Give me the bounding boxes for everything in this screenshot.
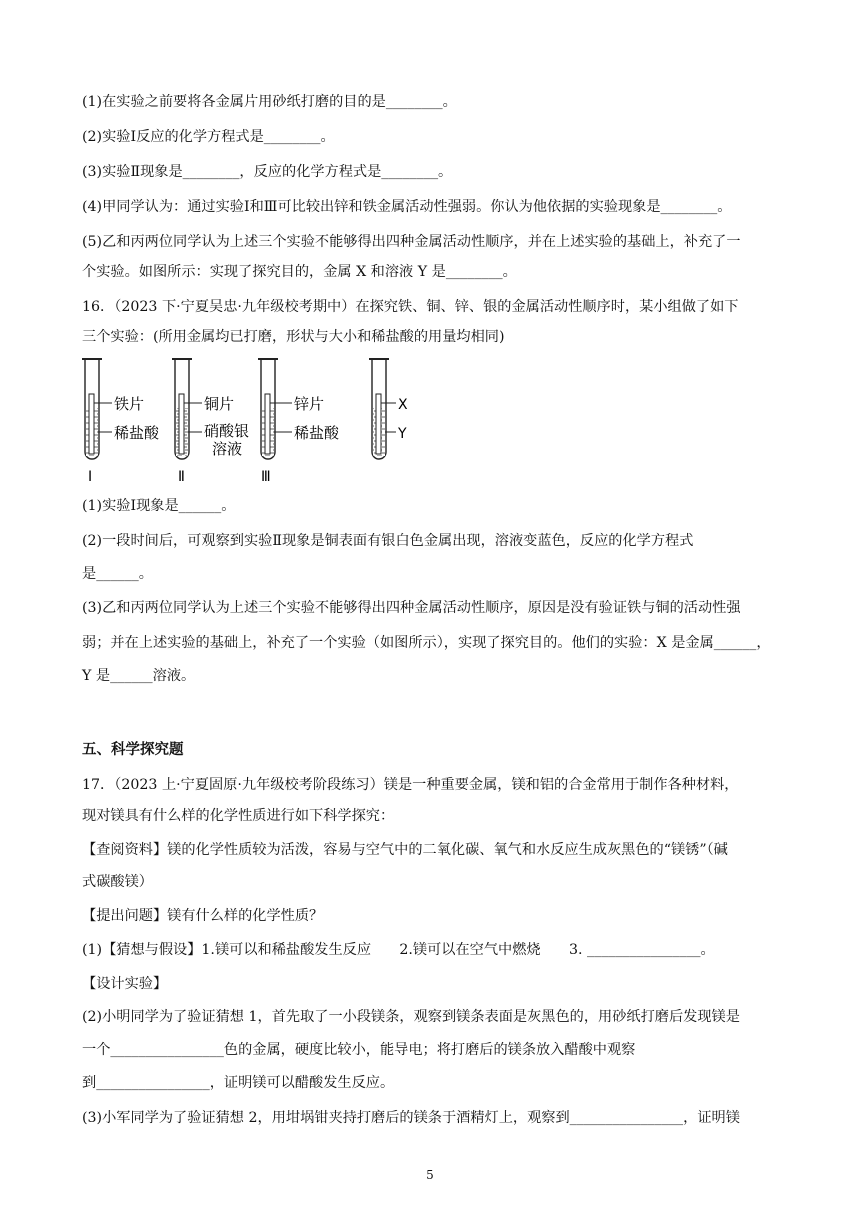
- text-line: 一个________________色的金属，硬度比较小，能导电；将打磨后的镁条放入醋酸中观察: [82, 1042, 636, 1058]
- text-line: 17．（2023 上·宁夏固原·九年级校考阶段练习）镁是一种重要金属，镁和铝的合金常用于制作各种材料，: [82, 777, 739, 793]
- text-line: (2)一段时间后，可观察到实验Ⅱ现象是铜表面有银白色金属出现，溶液变蓝色，反应的化学方程式: [82, 533, 694, 549]
- tube1-metal-label: 铁片: [114, 395, 145, 413]
- tube4-x-label: X: [398, 397, 408, 413]
- text-line: 式碳酸镁）: [82, 874, 153, 890]
- text-line: (3)实验Ⅱ现象是________，反应的化学方程式是________。: [82, 164, 453, 180]
- tube3-solution-label: 稀盐酸: [294, 424, 340, 442]
- text-line: (2)小明同学为了验证猜想 1，首先取了一小段镁条，观察到镁条表面是灰黑色的，用砂纸打磨后发现镁是: [82, 1009, 740, 1025]
- test-tube-3: [258, 359, 340, 485]
- text-line: (3)小军同学为了验证猜想 2，用坩埚钳夹持打磨后的镁条于酒精灯上，观察到________________，证明镁: [82, 1110, 740, 1126]
- text-line: 【提出问题】镁有什么样的化学性质？: [82, 908, 324, 924]
- text-line: Y 是______溶液。: [82, 668, 196, 684]
- text-line: 16．（2023 下·宁夏吴忠·九年级校考期中）在探究铁、铜、锌、银的金属活动性顺序时，某小组做了如下: [82, 299, 739, 315]
- text-line: (5)乙和丙两位同学认为上述三个实验不能够得出四种金属活动性顺序，并在上述实验的基础上，补充了一: [82, 234, 741, 250]
- test-tube-figure: [78, 356, 408, 486]
- text-line: 是______。: [82, 566, 153, 582]
- text-line: 弱；并在上述实验的基础上，补充了一个实验（如图所示），实现了探究目的。他们的实验：X 是金属______，: [82, 635, 771, 651]
- test-tube-2: [172, 359, 249, 485]
- text-line: (3)乙和丙两位同学认为上述三个实验不能够得出四种金属活动性顺序，原因是没有验证铁与铜的活动性强: [82, 600, 741, 616]
- text-line: (1)实验Ⅰ现象是______。: [82, 498, 236, 514]
- text-line: 个实验。如图所示：实现了探究目的，金属 X 和溶液 Y 是________。: [82, 264, 517, 280]
- text-line: 【设计实验】: [82, 976, 168, 992]
- tube2-metal-label: 铜片: [204, 395, 235, 413]
- test-tube-4: [369, 359, 408, 459]
- tube3-numeral: Ⅲ: [261, 469, 271, 485]
- text-line: (1)在实验之前要将各金属片用砂纸打磨的目的是________。: [82, 94, 457, 110]
- tube1-solution-label: 稀盐酸: [114, 424, 160, 442]
- text-line: (2)实验Ⅰ反应的化学方程式是________。: [82, 129, 335, 145]
- tube2-solution-label-2: 溶液: [212, 440, 243, 458]
- text-line: (1)【猜想与假设】1.镁可以和稀盐酸发生反应 2.镁可以在空气中燃烧 3. ________________。: [82, 942, 715, 958]
- tube2-solution-label-1: 硝酸银: [204, 422, 250, 440]
- text-line: (4)甲同学认为：通过实验Ⅰ和Ⅲ可比较出锌和铁金属活动性强弱。你认为他依据的实验现象是________。: [82, 199, 732, 215]
- text-line: 【查阅资料】镁的化学性质较为活泼，容易与空气中的二氧化碳、氧气和水反应生成灰黑色的“镁锈”（碱: [82, 842, 728, 858]
- tube2-numeral: Ⅱ: [178, 469, 185, 485]
- section-title: 五、科学探究题: [82, 742, 184, 758]
- tube3-metal-label: 锌片: [294, 395, 325, 413]
- tube4-y-label: Y: [398, 426, 407, 442]
- text-line: 三个实验：(所用金属均已打磨，形状与大小和稀盐酸的用量均相同): [82, 329, 505, 345]
- text-line: 现对镁具有什么样的化学性质进行如下科学探究：: [82, 808, 395, 824]
- test-tube-1: [82, 359, 160, 485]
- text-line: 到________________，证明镁可以醋酸发生反应。: [82, 1075, 395, 1091]
- page-number: 5: [426, 1168, 434, 1182]
- tube1-numeral: Ⅰ: [88, 469, 93, 485]
